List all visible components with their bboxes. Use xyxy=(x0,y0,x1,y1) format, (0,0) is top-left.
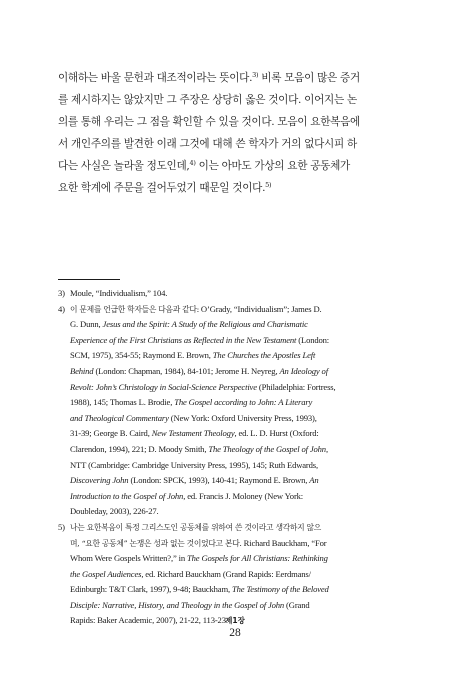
body-line: 요한 학계에 주문을 걸어두었기 때문일 것이다.$^{5)}$ xyxy=(58,181,272,194)
footnote-line: 31-39; George B. Caird, New Testament Theology, ed. L. D. Hurst (Oxford: xyxy=(70,428,319,439)
footnote-number: 5) xyxy=(58,521,65,532)
footnote-line: Introduction to the Gospel of John, ed. Francis J. Moloney (New York: xyxy=(70,490,304,501)
footnote-line: Clarendon, 1994), 221; D. Moody Smith, The Theology of the Gospel of John, xyxy=(70,443,328,454)
body-line: 이해하는 바울 문헌과 대조적이라는 뜻이다.$^{3)}$ 비록 모음이 많은 증거 xyxy=(58,71,360,84)
footnote-line: Edinburgh: T&T Clark, 1997), 9-48; Bauckham, The Testimony of the Beloved xyxy=(70,584,329,595)
footnote-line: SCM, 1975), 354-55; Raymond E. Brown, The Churches the Apostles Left xyxy=(70,350,316,361)
page-number: 28 xyxy=(229,627,241,639)
footnote-line: Whom Were Gospels Written?,” in The Gospels for All Christians: Rethinking xyxy=(70,553,328,564)
footnote-line: 며, “요한 공동체” 논쟁은 성과 없는 것이었다고 본다. Richard Bauckham, “For xyxy=(70,537,327,548)
footnote-line: Rapids: Baker Academic, 2007), 21-22, 113-23. xyxy=(70,615,228,626)
footnote-line: the Gospel Audiences, ed. Richard Bauckham (Grand Rapids: Eerdmans/ xyxy=(70,568,311,579)
body-line: 다는 사실은 놀라울 정도인데,$^{4)}$ 이는 아마도 가상의 요한 공동체가 xyxy=(58,159,350,172)
footnote-number: 3) xyxy=(58,288,65,298)
body-line: 를 제시하지는 않았지만 그 주장은 상당히 옳은 것이다. 이어지는 논 xyxy=(58,94,357,106)
footnote-5 xyxy=(58,520,416,629)
body-line: 의를 통해 우리는 그 점을 확인할 수 있을 것이다. 모음이 요한복음에 xyxy=(58,116,360,128)
footnote-divider xyxy=(58,279,120,280)
footnote-line: and Theological Commentary (New York: Oxford University Press, 1993), xyxy=(70,412,317,423)
footnote-line: 나는 요한복음이 특정 그리스도인 공동체를 위하여 쓴 것이라고 생각하지 않으 xyxy=(70,522,322,532)
footnote-number: 4) xyxy=(58,303,65,314)
footnote-line: Discovering John (London: SPCK, 1993), 140-41; Raymond E. Brown, An xyxy=(70,475,319,486)
chapter-label: 제1장 xyxy=(225,616,245,625)
footnote-ref-4: 4) xyxy=(189,159,196,167)
footnote-4 xyxy=(58,302,416,520)
footnote-line: G. Dunn, Jesus and the Spirit: A Study of the Religious and Charismatic xyxy=(70,319,308,330)
footnotes xyxy=(58,286,416,629)
footnote-ref-3: 3) xyxy=(252,71,259,79)
footnote-line: 이 문제를 언급한 학자들은 다음과 같다: O’Grady, “Individualism”; James D. xyxy=(70,303,322,314)
footnote-line: Experience of the First Christians as Reflected in the New Testament (London: xyxy=(70,334,330,345)
footnote-line: NTT (Cambridge: Cambridge University Press, 1995), 145; Ruth Edwards, xyxy=(70,459,318,470)
footnote-ref-5: 5) xyxy=(265,181,272,189)
footnote-line: Disciple: Narrative, History, and Theology in the Gospel of John (Grand xyxy=(70,599,310,610)
footnote-line: Moule, “Individualism,” 104. xyxy=(70,288,168,298)
body-line: 서 개인주의를 발견한 이래 그것에 대해 쓴 학자가 거의 없다시피 하 xyxy=(58,138,357,150)
footnote-line: Behind (London: Chapman, 1984), 84-101; Jerome H. Neyreg, An Ideology of xyxy=(70,365,328,376)
footnote-line: Doubleday, 2003), 226-27. xyxy=(70,506,159,517)
body-paragraph xyxy=(58,67,408,199)
footnote-line: 1988), 145; Thomas L. Brodie, The Gospel according to John: A Literary xyxy=(70,397,313,408)
footnote-3 xyxy=(58,286,416,302)
footnote-line: Revolt: John’s Christology in Social-Science Perspective (Philadelphia: Fortress, xyxy=(70,381,336,392)
